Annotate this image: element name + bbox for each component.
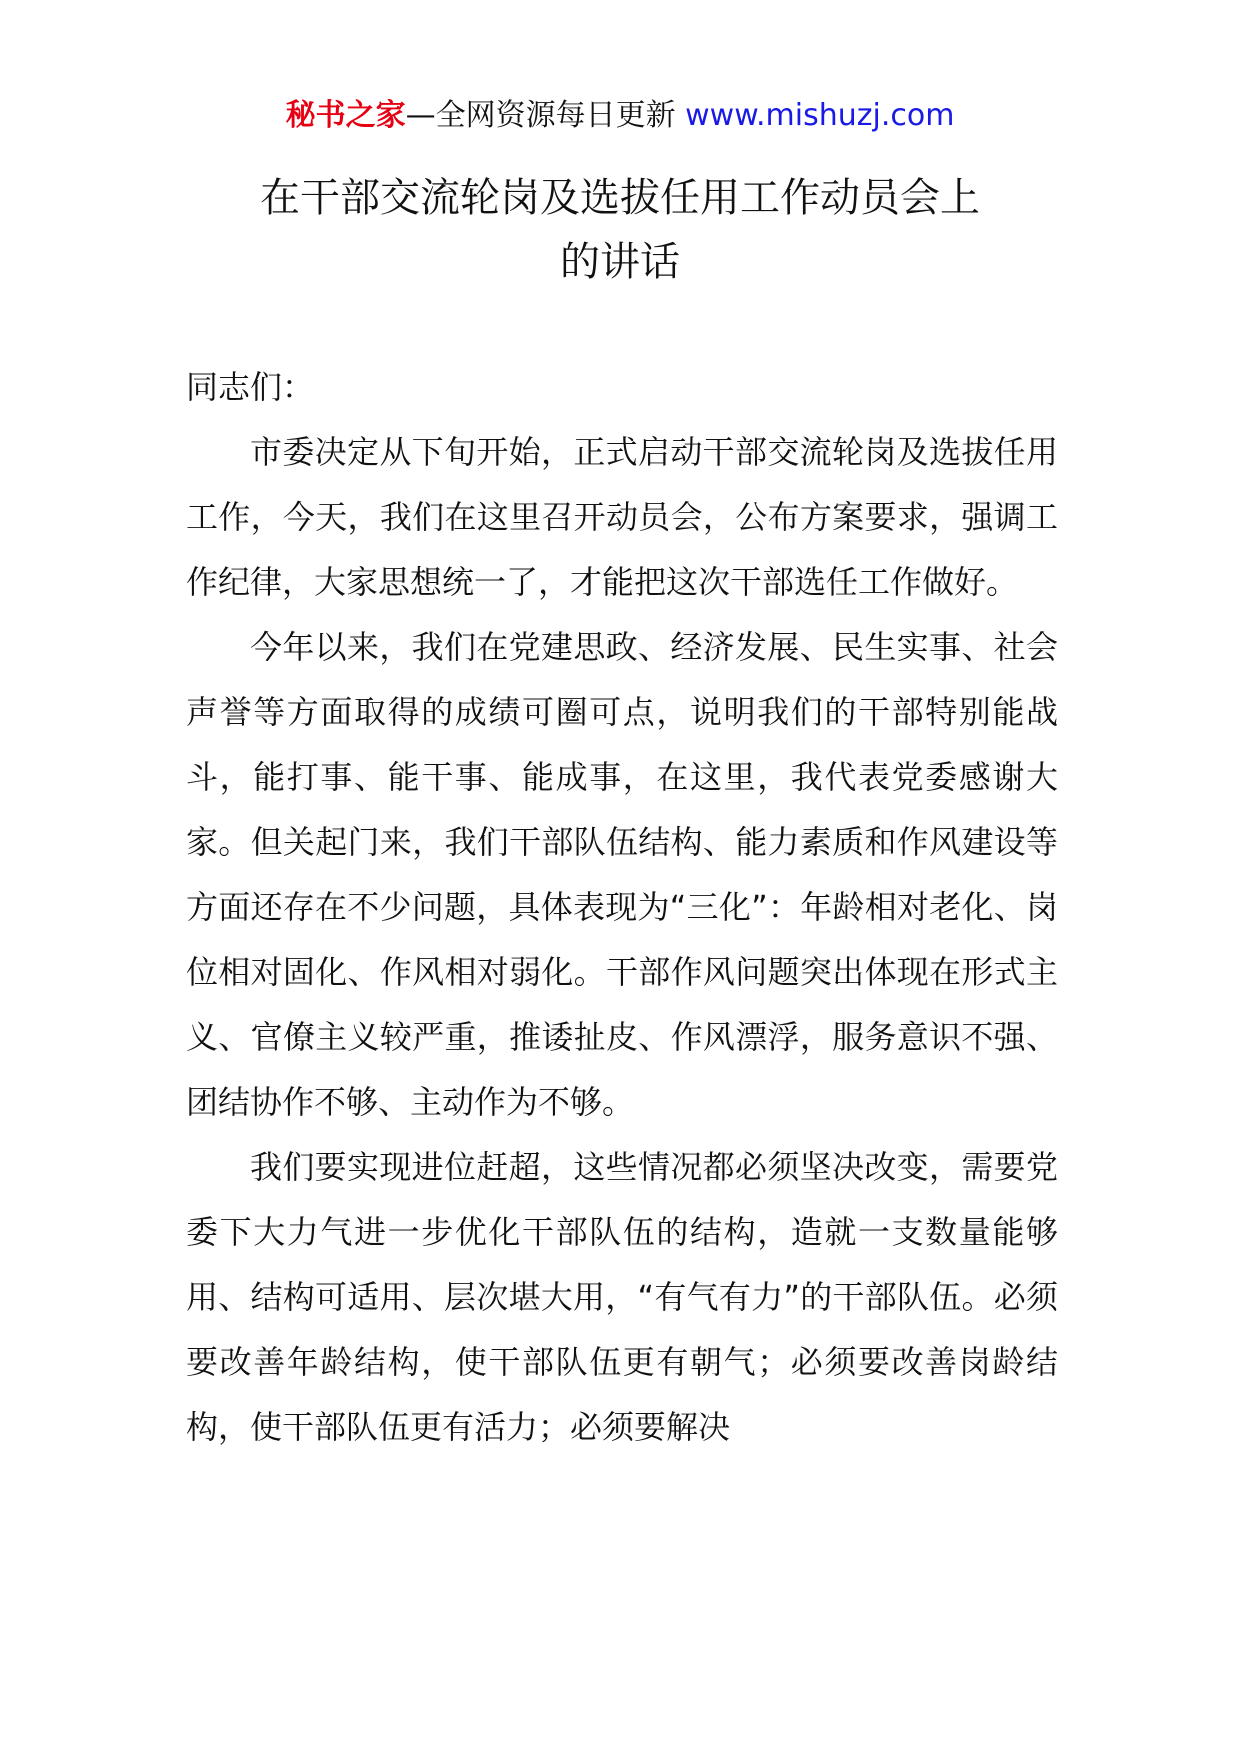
title-line-2: 的讲话 [560,239,680,285]
site-header [0,96,1240,136]
site-url-link[interactable]: www.mishuzj.com [685,98,955,133]
speech-body [186,355,1058,1460]
paragraph-1: 市委决定从下旬开始，正式启动干部交流轮岗及选拔任用工作，今天，我们在这里召开动员会，公布方案要求，强调工作纪律，大家思想统一了，才能把这次干部选任工作做好。 [186,433,1058,601]
document-title [0,166,1240,294]
title-line-1: 在干部交流轮岗及选拔任用工作动员会上 [260,175,980,221]
brand-name: 秘书之家 [285,98,406,133]
paragraph-3: 我们要实现进位赶超，这些情况都必须坚决改变，需要党委下大力气进一步优化干部队伍的结构，造就一支数量能够用、结构可适用、层次堪大用，“有气有力”的干部队伍。必须要改善年龄结构，使干部队伍更有朝气；必须要改善岗龄结构，使干部队伍更有活力；必须要解决 [186,1148,1058,1446]
salutation: 同志们： [186,368,315,406]
paragraph-2: 今年以来，我们在党建思政、经济发展、民生实事、社会声誉等方面取得的成绩可圈可点，说明我们的干部特别能战斗，能打事、能干事、能成事，在这里，我代表党委感谢大家。但关起门来，我们干部队伍结构、能力素质和作风建设等方面还存在不少问题，具体表现为“三化”：年龄相对老化、岗位相对固化、作风相对弱化。干部作风问题突出体现在形式主义、官僚主义较严重，推诿扯皮、作风漂浮，服务意识不强、团结协作不够、主动作为不够。 [186,628,1058,1121]
header-tagline: —全网资源每日更新 [405,98,676,133]
